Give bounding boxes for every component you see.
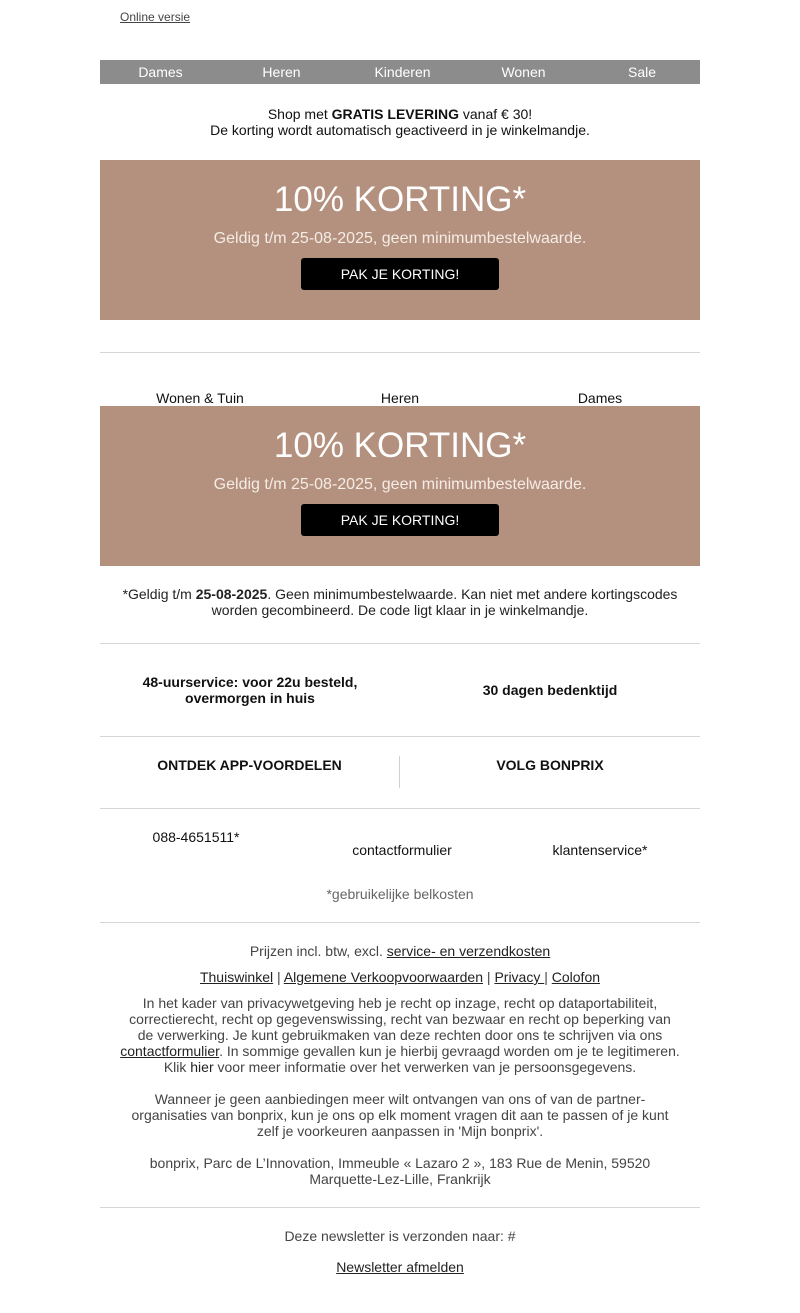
unsubscribe-row [100, 1259, 700, 1275]
privacy-more-info-link[interactable]: hier [190, 1059, 214, 1075]
promo-subtitle: Geldig t/m 25-08-2025, geen minimumbestelwaarde. [213, 476, 587, 493]
app-benefits-link[interactable]: ONTDEK APP-VOORDELEN [157, 757, 342, 773]
separator: | [544, 969, 552, 985]
online-version-link[interactable]: Online versie [120, 10, 191, 24]
usp-return: 30 dagen bedenktijd [482, 682, 618, 698]
shipping-costs-link[interactable]: service- en verzendkosten [386, 943, 551, 959]
divider [100, 922, 700, 923]
legal-links [100, 969, 700, 985]
free-delivery-banner [100, 106, 700, 138]
promo-block-2[interactable] [100, 406, 700, 566]
contact-form-link[interactable]: contactformulier [352, 842, 452, 858]
divider [100, 736, 700, 737]
nav-item-sale[interactable]: Sale [627, 64, 657, 80]
privacy-text-part: In het kader van privacywetgeving heb je recht op inzage, recht op dataportabiliteit, correctierecht, recht op gegevenswissing, recht van bezwaar en recht op beperking van de verwerking. Je kunt gebruikmaken van deze rechten door ons te schrijven via ons [129, 995, 671, 1043]
category-nav [100, 60, 700, 84]
separator: | [483, 969, 495, 985]
usp-delivery: 48-uurservice: voor 22u besteld, overmorgen in huis [142, 674, 358, 706]
prices-note [100, 943, 700, 959]
privacy-text-part: voor meer informatie over het verwerken van je persoonsgegevens. [213, 1059, 637, 1075]
privacy-text [120, 995, 680, 1075]
promo-title: 10% KORTING* [273, 426, 527, 465]
category-wonen-tuin[interactable]: Wonen & Tuin [156, 390, 244, 406]
terms-link[interactable]: Algemene Verkoopvoorwaarden [283, 969, 484, 985]
free-delivery-bold: GRATIS LEVERING [331, 106, 459, 122]
category-links [100, 389, 700, 407]
divider [100, 1207, 700, 1208]
call-costs-note: *gebruikelijke belkosten [326, 886, 474, 902]
divider [100, 808, 700, 809]
privacy-link[interactable]: Privacy [494, 969, 545, 985]
colofon-link[interactable]: Colofon [551, 969, 601, 985]
category-heren[interactable]: Heren [380, 390, 420, 406]
promo-title: 10% KORTING* [273, 180, 527, 219]
offers-text: Wanneer je geen aanbiedingen meer wilt ontvangen van ons of van de partner-organisaties van bonprix, kun je ons op elk moment vragen dit aan te passen of je kunt zelf je voorkeuren aanpassen in 'Mijn bonprix'. [131, 1091, 669, 1139]
sent-to-note: Deze newsletter is verzonden naar: # [284, 1228, 516, 1244]
auto-discount-line: De korting wordt automatisch geactiveerd in je winkelmandje. [210, 122, 590, 138]
nav-item-dames[interactable]: Dames [138, 64, 183, 80]
promo-block-1[interactable] [100, 160, 700, 320]
free-delivery-prefix: Shop met [267, 106, 332, 122]
free-delivery-suffix: vanaf € 30! [458, 106, 533, 122]
discount-fineprint [100, 586, 700, 618]
thuiswinkel-link[interactable]: Thuiswinkel [199, 969, 274, 985]
phone-number[interactable]: 088-4651511* [152, 829, 240, 845]
unsubscribe-link[interactable]: Newsletter afmelden [336, 1259, 464, 1275]
fineprint-date: 25-08-2025 [195, 586, 268, 602]
customer-service-link[interactable]: klantenservice* [552, 842, 648, 858]
privacy-contact-form-link[interactable]: contactformulier [120, 1043, 220, 1059]
privacy-text-part: . In sommige gevallen kun je hierbij gevraagd worden om je te legitimeren. Klik [163, 1043, 680, 1075]
nav-item-wonen[interactable]: Wonen [501, 64, 546, 80]
follow-bonprix-link[interactable]: VOLG BONPRIX [496, 757, 604, 773]
divider [100, 352, 700, 353]
nav-item-heren[interactable]: Heren [262, 64, 301, 80]
fineprint-prefix: *Geldig t/m [122, 586, 196, 602]
get-discount-button[interactable]: PAK JE KORTING! [301, 258, 499, 290]
company-address: bonprix, Parc de L’Innovation, Immeuble « Lazaro 2 », 183 Rue de Menin, 59520 Marquette-Lez-Lille, Frankrijk [149, 1155, 651, 1187]
promo-subtitle: Geldig t/m 25-08-2025, geen minimumbestelwaarde. [213, 230, 587, 247]
prices-text: Prijzen incl. btw, excl. [249, 943, 387, 959]
category-dames[interactable]: Dames [577, 390, 623, 406]
fineprint-text: . Geen minimumbestelwaarde. Kan niet met andere kortingscodes worden gecombineerd. De code ligt klaar in je winkelmandje. [211, 586, 678, 618]
nav-item-kinderen[interactable]: Kinderen [374, 64, 431, 80]
get-discount-button[interactable]: PAK JE KORTING! [301, 504, 499, 536]
divider [100, 643, 700, 644]
separator: | [273, 969, 284, 985]
free-delivery-line [100, 106, 700, 122]
